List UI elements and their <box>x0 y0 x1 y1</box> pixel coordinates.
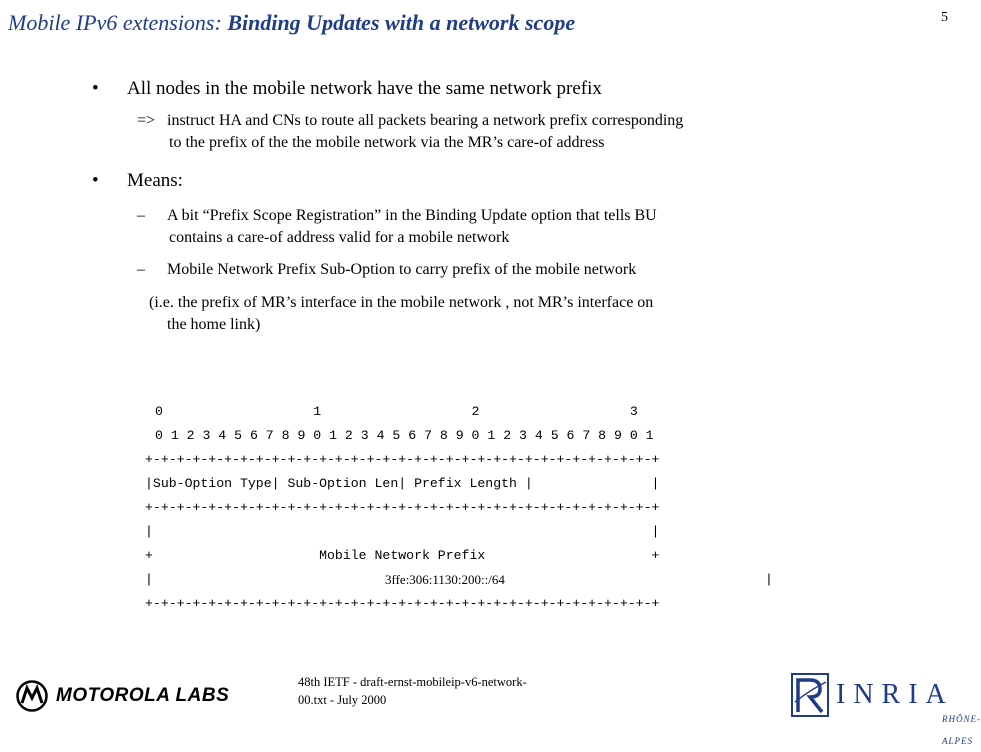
sub-line1: Mobile Network Prefix Sub-Option to carry prefix of the mobile network <box>167 261 637 278</box>
packet-bar: | <box>765 572 773 587</box>
sub-lead: – <box>137 207 145 224</box>
title-plain: Mobile IPv6 extensions: <box>8 10 228 35</box>
bullet-text-2: Means: <box>127 170 183 191</box>
footer-citation <box>298 673 598 709</box>
sub-item-prefix <box>137 110 683 154</box>
bullet-marker-1: • <box>92 78 99 99</box>
sub-line1: A bit “Prefix Scope Registration” in the Binding Update option that tells BU <box>167 207 657 224</box>
packet-prefix-label: + Mobile Network Prefix + <box>145 548 660 563</box>
inria-emblem-icon <box>790 672 830 718</box>
inria-logo <box>790 672 981 746</box>
bullet-marker-2: • <box>92 170 99 191</box>
slide-title <box>8 10 575 36</box>
footer-line-2: 00.txt - July 2000 <box>298 693 387 707</box>
packet-bar: | <box>145 572 153 587</box>
bullet-text-1: All nodes in the mobile network have the same network prefix <box>127 78 602 99</box>
packet-prefix-row: | | <box>145 524 660 539</box>
title-bold: Binding Updates with a network scope <box>227 10 576 35</box>
page-number: 5 <box>941 10 948 25</box>
inria-subtitle: RHÔNE-ALPES <box>942 714 981 746</box>
packet-border: +-+-+-+-+-+-+-+-+-+-+-+-+-+-+-+-+-+-+-+-+-+-+-+-+-+-+-+-+-+-+-+-+ <box>145 500 660 515</box>
packet-fields-row: |Sub-Option Type| Sub-Option Len| Prefix Length | | <box>145 476 660 491</box>
footer-line-1: 48th IETF - draft-ernst-mobileip-v6-network- <box>298 675 527 689</box>
packet-border: +-+-+-+-+-+-+-+-+-+-+-+-+-+-+-+-+-+-+-+-+-+-+-+-+-+-+-+-+-+-+-+-+ <box>145 452 660 467</box>
sub-item-bit <box>137 205 657 249</box>
sub-item-suboption <box>137 259 636 281</box>
inria-wordmark: INRIA <box>836 679 954 710</box>
sub-line1: instruct HA and CNs to route all packets bearing a network prefix corresponding <box>167 112 684 129</box>
packet-border: +-+-+-+-+-+-+-+-+-+-+-+-+-+-+-+-+-+-+-+-+-+-+-+-+-+-+-+-+-+-+-+-+ <box>145 596 660 611</box>
prefix-value: 3ffe:306:1130:200::/64 <box>385 572 505 587</box>
motorola-batwing-icon <box>16 680 48 712</box>
bit-ruler-tens: 0 1 2 3 <box>155 404 638 419</box>
motorola-wordmark: MOTOROLA LABS <box>56 685 230 706</box>
sub-lead: – <box>137 261 145 278</box>
packet-prefix-value-row <box>145 568 773 592</box>
sub-line2: to the prefix of the the mobile network via the MR’s care-of address <box>169 134 605 151</box>
sub-line2: contains a care-of address valid for a mobile network <box>169 229 510 246</box>
bit-ruler-units: 0 1 2 3 4 5 6 7 8 9 0 1 2 3 4 5 6 7 8 9 0 1 2 3 4 5 6 7 8 9 0 1 <box>155 428 654 443</box>
packet-diagram <box>145 400 773 616</box>
sub-lead: => <box>137 112 156 129</box>
note-line-2: the home link) <box>167 316 261 333</box>
motorola-logo <box>16 680 229 712</box>
note-line-1: (i.e. the prefix of MR’s interface in the mobile network , not MR’s interface on <box>149 294 654 311</box>
